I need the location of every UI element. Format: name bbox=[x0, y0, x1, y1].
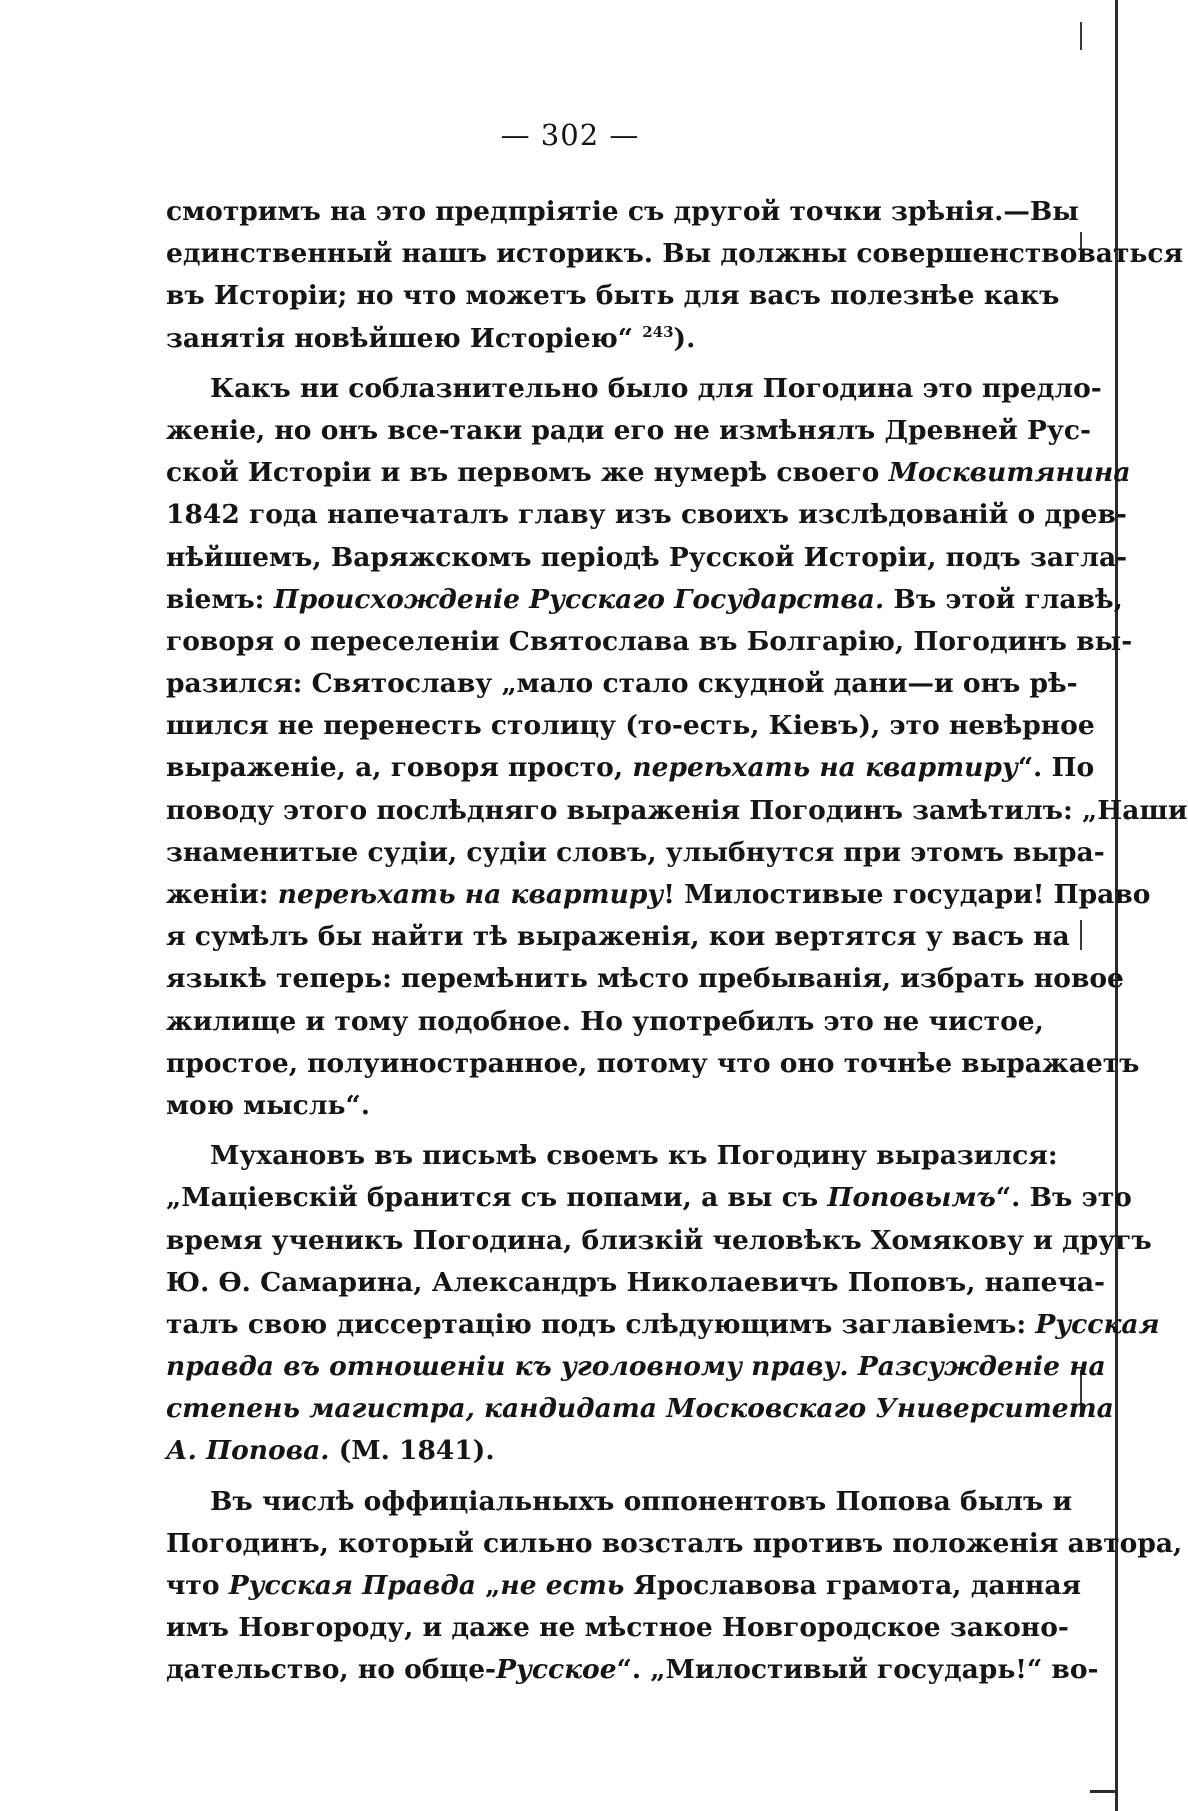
text-run: Какъ ни соблазнительно было для Погодина это предло- bbox=[210, 372, 1102, 404]
text-run: Ю. Ѳ. Самарина, Александръ Николаевичъ Поповъ, напеча- bbox=[166, 1266, 1106, 1298]
text-line bbox=[166, 452, 1131, 494]
text-line bbox=[166, 1001, 1044, 1043]
body-text bbox=[166, 191, 1188, 1692]
text-run: я сумѣлъ бы найти тѣ выраженія, кои вертятся у васъ на bbox=[166, 921, 1070, 953]
text-run: ). bbox=[673, 322, 696, 354]
text-line bbox=[166, 1135, 1058, 1177]
page-edge-mark bbox=[1080, 22, 1082, 50]
text-line bbox=[166, 790, 1188, 832]
text-run: (М. 1841). bbox=[329, 1435, 495, 1467]
text-run: занятія новѣйшею Исторіею“ bbox=[166, 322, 643, 354]
text-run: талъ свою диссертацію подъ слѣдующимъ заглавіемъ: bbox=[166, 1308, 1036, 1340]
text-run: женіе, но онъ все-таки ради его не измѣнялъ Древней Рус- bbox=[166, 414, 1092, 446]
italic-text: Русское bbox=[496, 1654, 617, 1686]
paragraph-gap bbox=[166, 1127, 1008, 1135]
text-run: шился не перенесть столицу (то-есть, Кіевъ), это невѣрное bbox=[166, 710, 1095, 742]
italic-text: Русская Правда bbox=[228, 1570, 476, 1601]
text-line bbox=[166, 318, 1008, 360]
paragraph-gap bbox=[166, 1473, 1008, 1481]
text-run: 1842 года напечаталъ главу изъ своихъ изслѣдованій о древ- bbox=[166, 499, 1127, 531]
text-run: ской Исторіи и въ первомъ же нумерѣ своего bbox=[166, 457, 889, 489]
text-run: въ Исторіи; но что можетъ быть для васъ полезнѣе какъ bbox=[166, 280, 1060, 312]
text-run: Ярославова грамота, данная bbox=[624, 1570, 1082, 1601]
text-run: время ученикъ Погодина, близкій человѣкъ Хомякову и другъ bbox=[166, 1224, 1152, 1256]
text-run: поводу этого послѣдняго выраженія Погодинъ замѣтилъ: „Наши bbox=[166, 794, 1188, 826]
text-line bbox=[166, 1565, 1082, 1607]
text-line bbox=[166, 1388, 1114, 1430]
page-number: — 302 — bbox=[500, 118, 640, 152]
paragraph-gap bbox=[166, 360, 1008, 368]
text-line bbox=[166, 233, 1184, 275]
text-run: языкѣ теперь: перемѣнить мѣсто пребыванія, избрать новое bbox=[166, 963, 1124, 995]
text-run: женіи: bbox=[166, 879, 278, 910]
text-line bbox=[166, 1649, 1099, 1691]
italic-text: Москвитянина bbox=[888, 457, 1131, 489]
text-run: единственный нашъ историкъ. Вы должны совершенствоваться bbox=[166, 238, 1184, 270]
text-run: Въ этой главѣ, bbox=[884, 583, 1123, 615]
text-line bbox=[166, 1523, 1183, 1565]
text-run: мою мысль“. bbox=[166, 1089, 370, 1121]
text-line bbox=[166, 958, 1124, 1000]
text-line bbox=[166, 1043, 1140, 1085]
text-line bbox=[166, 275, 1060, 317]
text-line bbox=[166, 191, 1079, 233]
italic-text: Русская bbox=[1035, 1308, 1160, 1340]
text-run: нѣйшемъ, Варяжскомъ періодѣ Русской Исторіи, подъ загла- bbox=[166, 541, 1128, 573]
text-run: имъ Новгороду, и даже не мѣстное Новгородское законо- bbox=[166, 1612, 1069, 1644]
page-edge-corner bbox=[1090, 1790, 1118, 1793]
text-run: ! Милостивые государи! Право bbox=[663, 879, 1151, 910]
text-line bbox=[166, 874, 1151, 916]
italic-text: правда въ отношеніи къ уголовному праву. Разсужденіе на bbox=[166, 1351, 1106, 1383]
page-edge-mark bbox=[1080, 920, 1082, 950]
italic-text: степень магистра, кандидата Московскаго Университета bbox=[166, 1393, 1114, 1425]
text-run: “. Въ это bbox=[995, 1182, 1132, 1214]
italic-text: А. Попова. bbox=[166, 1435, 330, 1467]
text-line bbox=[166, 494, 1127, 536]
text-line bbox=[166, 1085, 1008, 1127]
italic-text: переѣхать на квартиру bbox=[277, 879, 664, 910]
text-run: Въ числѣ оффиціальныхъ оппонентовъ Попова былъ и bbox=[210, 1485, 1073, 1517]
text-line bbox=[166, 368, 1102, 410]
text-run: разился: Святославу „мало стало скудной дани—и онъ рѣ- bbox=[166, 668, 1078, 700]
text-run: „ bbox=[475, 1570, 501, 1601]
text-line bbox=[166, 1177, 1132, 1219]
text-line bbox=[166, 1430, 1008, 1472]
text-run: жилище и тому подобное. Но употребилъ это не чистое, bbox=[166, 1005, 1044, 1037]
italic-text: переѣхать на квартиру bbox=[632, 752, 1018, 784]
text-line bbox=[166, 1304, 1160, 1346]
text-line bbox=[166, 747, 1095, 789]
text-line bbox=[166, 663, 1078, 705]
text-line bbox=[166, 1607, 1069, 1649]
text-run: простое, полуиностранное, потому что оно точнѣе выражаетъ bbox=[166, 1047, 1140, 1079]
italic-text: Происхожденіе Русскаго Государства. bbox=[273, 583, 885, 615]
text-line bbox=[166, 832, 1105, 874]
text-run: говоря о переселеніи Святослава въ Болгарію, Погодинъ вы- bbox=[166, 625, 1133, 657]
text-run: дательство, но обще- bbox=[166, 1654, 497, 1686]
text-run: віемъ: bbox=[166, 583, 274, 615]
text-line bbox=[166, 1262, 1106, 1304]
text-line bbox=[166, 1220, 1152, 1262]
text-line bbox=[166, 1481, 1073, 1523]
italic-text: Поповымъ bbox=[827, 1182, 996, 1214]
text-run: смотримъ на это предпріятіе съ другой точки зрѣнія.—Вы bbox=[166, 196, 1079, 227]
text-line bbox=[166, 705, 1095, 747]
text-run: выраженіе, а, говоря просто, bbox=[166, 752, 633, 784]
text-run: Погодинъ, который сильно возсталъ противъ положенія автора, bbox=[166, 1527, 1183, 1559]
footnote-marker: 243 bbox=[642, 322, 674, 341]
text-run: „Маціевскій бранится съ попами, а вы съ bbox=[166, 1182, 828, 1214]
text-run: что bbox=[166, 1570, 229, 1601]
text-line bbox=[166, 579, 1123, 621]
text-line bbox=[166, 410, 1092, 452]
text-line bbox=[166, 537, 1128, 579]
text-run: “. „Милостивый государь!“ во- bbox=[616, 1654, 1099, 1686]
text-line bbox=[166, 621, 1133, 663]
text-run: знаменитые судіи, судіи словъ, улыбнутся при этомъ выра- bbox=[166, 836, 1105, 868]
text-line bbox=[166, 1346, 1106, 1388]
italic-text: не есть bbox=[500, 1570, 625, 1601]
text-run: Мухановъ въ письмѣ своемъ къ Погодину выразился: bbox=[210, 1140, 1058, 1172]
text-line bbox=[166, 916, 1070, 958]
text-run: “. По bbox=[1017, 752, 1095, 784]
